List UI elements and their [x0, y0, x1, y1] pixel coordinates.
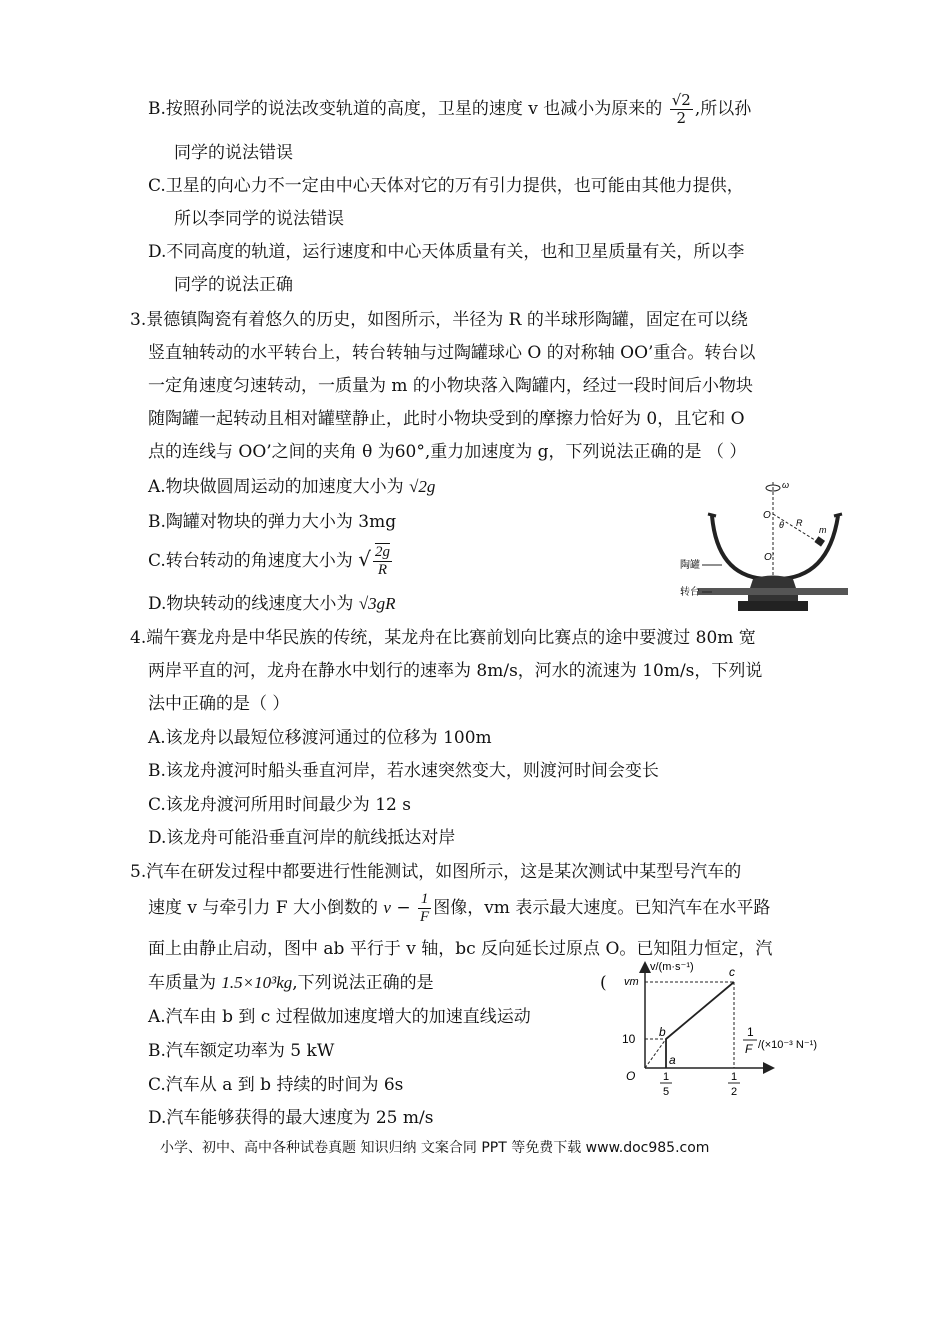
q2-option-b — [148, 92, 751, 127]
q2-option-d: D.不同高度的轨道，运行速度和中心天体质量有关，也和卫星质量有关，所以李 — [148, 242, 745, 262]
tick-2-denominator: 2 — [731, 1086, 738, 1098]
q3-stem-line3: 一定角速度匀速转动，一质量为 m 的小物块落入陶罐内，经过一段时间后小物块 — [148, 376, 753, 396]
q5-stem-line4-tail: ,下列说法正确的是 — [292, 973, 434, 993]
q3-jar-figure — [678, 476, 858, 614]
q5-math-mass: 1.5×10³kg — [221, 973, 293, 992]
q3-option-d — [148, 593, 396, 615]
segment-bc — [666, 982, 734, 1039]
q3-option-c — [148, 544, 394, 579]
q5-option-b: B.汽车额定功率为 5 kW — [148, 1041, 335, 1061]
label-jar: 陶罐 — [680, 560, 700, 571]
label-c: c — [729, 965, 735, 979]
q3-option-c-text: C.转台转动的角速度大小为 — [148, 551, 353, 571]
page-footer: 小学、初中、高中各种试卷真题 知识归纳 文案合同 PPT 等免费下载 www.doc985.com — [160, 1140, 710, 1156]
q3-option-b: B.陶罐对物块的弹力大小为 3mg — [148, 512, 397, 532]
q3-stem-line1: 3.景德镇陶瓷有着悠久的历史，如图所示，半径为 R 的半球形陶罐，固定在可以绕 — [130, 310, 748, 330]
q2-option-b-text: B.按照孙同学的说法改变轨道的高度，卫星的速度 v 也减小为原来的 — [148, 99, 663, 119]
bc-extension — [645, 1039, 666, 1068]
turntable — [698, 588, 848, 595]
q5-stem-line3: 面上由静止启动，图中 ab 平行于 v 轴，bc 反向延长过原点 O。已知阻力恒定，汽 — [148, 939, 773, 959]
q3-option-a-math: √2g — [409, 477, 436, 496]
label-O: O — [763, 510, 771, 521]
q4-option-a: A.该龙舟以最短位移渡河通过的位移为 100m — [148, 728, 492, 748]
q5-stem-line1: 5.汽车在研发过程中都要进行性能测试，如图所示，这是某次测试中某型号汽车的 — [130, 862, 742, 882]
q3-option-a-text: A.物块做圆周运动的加速度大小为 — [148, 477, 404, 497]
q5-option-d: D.汽车能够获得的最大速度为 25 m/s — [148, 1108, 434, 1128]
q5-math-fraction: $\frac{1}{F}$ — [420, 891, 430, 925]
q3-option-d-text: D.物块转动的线速度大小为 — [148, 594, 354, 614]
q5-option-a: A.汽车由 b 到 c 过程做加速度增大的加速直线运动 — [148, 1007, 531, 1027]
minus-sign: − — [396, 898, 411, 918]
q4-option-c: C.该龙舟渡河所用时间最少为 12 s — [148, 795, 411, 815]
label-turntable: 转台 — [680, 587, 700, 598]
label-origin: O — [626, 1069, 636, 1083]
q3-option-c-fraction: $\frac{2g}{R}$ — [374, 544, 390, 578]
q3-stem-line2: 竖直轴转动的水平转台上，转台转轴与过陶罐球心 O 的对称轴 OO’重合。转台以 — [148, 343, 756, 363]
q5-math-v: v — [383, 898, 391, 917]
radical-sign: √ — [358, 547, 371, 571]
x-axis-unit: /(×10⁻³ N⁻¹) — [758, 1039, 817, 1051]
q4-stem-line2: 两岸平直的河，龙舟在静水中划行的速率为 8m/s，河水的流速为 10m/s，下列说 — [148, 661, 763, 681]
q5-stem-line2-tail: 图像，vm 表示最大速度。已知汽车在水平路 — [433, 898, 771, 918]
label-b: b — [659, 1025, 666, 1039]
x-label-numerator: 1 — [747, 1025, 754, 1039]
q4-option-b: B.该龙舟渡河时船头垂直河岸，若水速突然变大，则渡河时间会变长 — [148, 761, 659, 781]
label-R: R — [796, 518, 803, 528]
tick-2-numerator: 1 — [731, 1071, 738, 1083]
q3-stem-line5: 点的连线与 OO’之间的夹角 θ 为60°,重力加速度为 g，下列说法正确的是 （ ） — [148, 442, 747, 462]
tick-1-numerator: 1 — [663, 1071, 670, 1083]
q2-option-c-line2: 所以李同学的说法错误 — [174, 209, 344, 229]
q5-stem-line4-text: 车质量为 — [148, 973, 216, 993]
label-a: a — [669, 1053, 676, 1067]
q5-stem-line2-text: 速度 v 与牵引力 F 大小倒数的 — [148, 898, 379, 918]
label-m: m — [819, 525, 827, 535]
q4-option-d: D.该龙舟可能沿垂直河岸的航线抵达对岸 — [148, 828, 456, 848]
tick-1-denominator: 5 — [663, 1086, 670, 1098]
label-ten: 10 — [622, 1032, 636, 1046]
q2-option-b-tail: ,所以孙 — [694, 99, 752, 119]
q3-option-a — [148, 476, 435, 498]
q3-stem-line4: 随陶罐一起转动且相对罐壁静止，此时小物块受到的摩擦力恰好为 0，且它和 O — [148, 409, 745, 429]
label-theta: θ — [779, 520, 784, 530]
q5-option-c: C.汽车从 a 到 b 持续的时间为 6s — [148, 1075, 404, 1095]
q2-option-b-fraction: $\frac{√2}{2}$ — [671, 91, 691, 127]
q3-option-d-math: √3gR — [358, 594, 396, 613]
q4-stem-line3: 法中正确的是（ ） — [148, 694, 290, 714]
x-label-denominator: F — [745, 1042, 753, 1056]
q2-option-d-line2: 同学的说法正确 — [174, 275, 293, 295]
label-vm: vm — [624, 976, 639, 988]
q5-stem-line4 — [148, 972, 434, 994]
label-O-prime: O′ — [764, 552, 774, 563]
q2-option-c: C.卫星的向心力不一定由中心天体对它的万有引力提供，也可能由其他力提供， — [148, 176, 744, 196]
y-axis-label: v/(m·s⁻¹) — [650, 961, 694, 973]
q4-stem-line1: 4.端午赛龙舟是中华民族的传统，某龙舟在比赛前划向比赛点的途中要渡过 80m 宽 — [130, 628, 756, 648]
q5-answer-paren: ( — [600, 973, 607, 993]
q2-option-b-line2: 同学的说法错误 — [174, 143, 293, 163]
block-m — [814, 536, 825, 546]
q5-stem-line2 — [148, 891, 770, 926]
label-omega: ω — [782, 480, 790, 490]
q5-v-1overF-graph — [612, 958, 857, 1098]
